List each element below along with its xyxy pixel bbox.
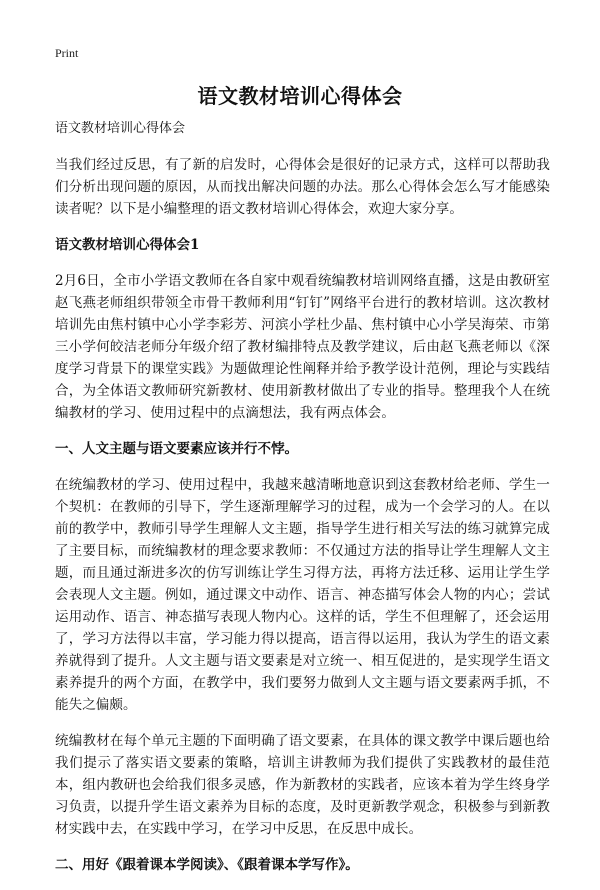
section-heading-1: 语文教材培训心得体会1: [55, 237, 200, 253]
section1-paragraph: 2月6日，全市小学语文教师在各自家中观看统编教材培训网络直播，这是由教研室赵飞燕老师组织带领全市骨干教师利用“钉钉”网络平台进行的教材培训。这次教材培训先由焦村镇中心小学李彩芳、河滨小学杜少晶、焦村镇中心小学吴海荣、市第三小学何皎洁老师分年级介绍了教材编排特点及教学建议，后由赵飞燕老师以《深度学习背景下的课堂实践》为题做理论性阐释并给予教学设计范例，理论与实践结合，为全体语文教师研究新教材、使用新教材做出了专业的指导。整理我个人在统编教材的学习、使用过程中的点滴想法，我有两点体会。: [55, 273, 550, 421]
article-body: [55, 118, 550, 890]
point-heading-1: 一、人文主题与语文要素应该并行不悖。: [55, 441, 298, 457]
point1-paragraph-1: 在统编教材的学习、使用过程中，我越来越清晰地意识到这套教材给老师、学生一个契机：在教师的引导下，学生逐渐理解学习的过程，成为一个会学习的人。在以前的教学中，教师引导学生理解人文主题，指导学生进行相关写法的练习就算完成了主要目标，而统编教材的理念要求教师：不仅通过方法的指导让学生理解人文主题，而且通过渐进多次的仿写训练让学生习得方法，再将方法迁移、运用让学生学会表现人文主题。例如，通过课文中动作、语言、神态描写体会人物的内心；尝试运用动作、语言、神态描写表现人物内心。这样的话，学生不但理解了，还会运用了，学习方法得以丰富，学习能力得以提高，语言得以运用，我认为学生的语文素养就得到了提升。人文主题与语文要素是对立统一、相互促进的，是实现学生语文素养提升的两个方面，在教学中，我们要努力做到人文主题与语文要素两手抓，不能失之偏颇。: [55, 477, 550, 713]
page-title: 语文教材培训心得体会: [197, 84, 403, 108]
intro-paragraph: 当我们经过反思，有了新的启发时，心得体会是很好的记录方式，这样可以帮助我们分析出现问题的原因，从而找出解决问题的办法。那么心得体会怎么写才能感染读者呢？以下是小编整理的语文教材培训心得体会，欢迎大家分享。: [55, 157, 550, 217]
point1-paragraph-2: 统编教材在每个单元主题的下面明确了语文要素，在具体的课文教学中课后题也给我们提示了落实语文要素的策略，培训主讲教师为我们提供了实践教材的最佳范本，组内教研也会给我们很多灵感，作为新教材的实践者，应该本着为学生终身学习负责，以提升学生语文素养为目标的态度，及时更新教学观念，积极参与到新教材实践中去，在实践中学习，在学习中反思，在反思中成长。: [55, 733, 550, 837]
point-heading-2: 二、用好《跟着课本学阅读》、《跟着课本学写作》。: [55, 857, 359, 873]
article-subtitle: 语文教材培训心得体会: [55, 121, 186, 136]
print-link[interactable]: Print: [55, 46, 79, 60]
